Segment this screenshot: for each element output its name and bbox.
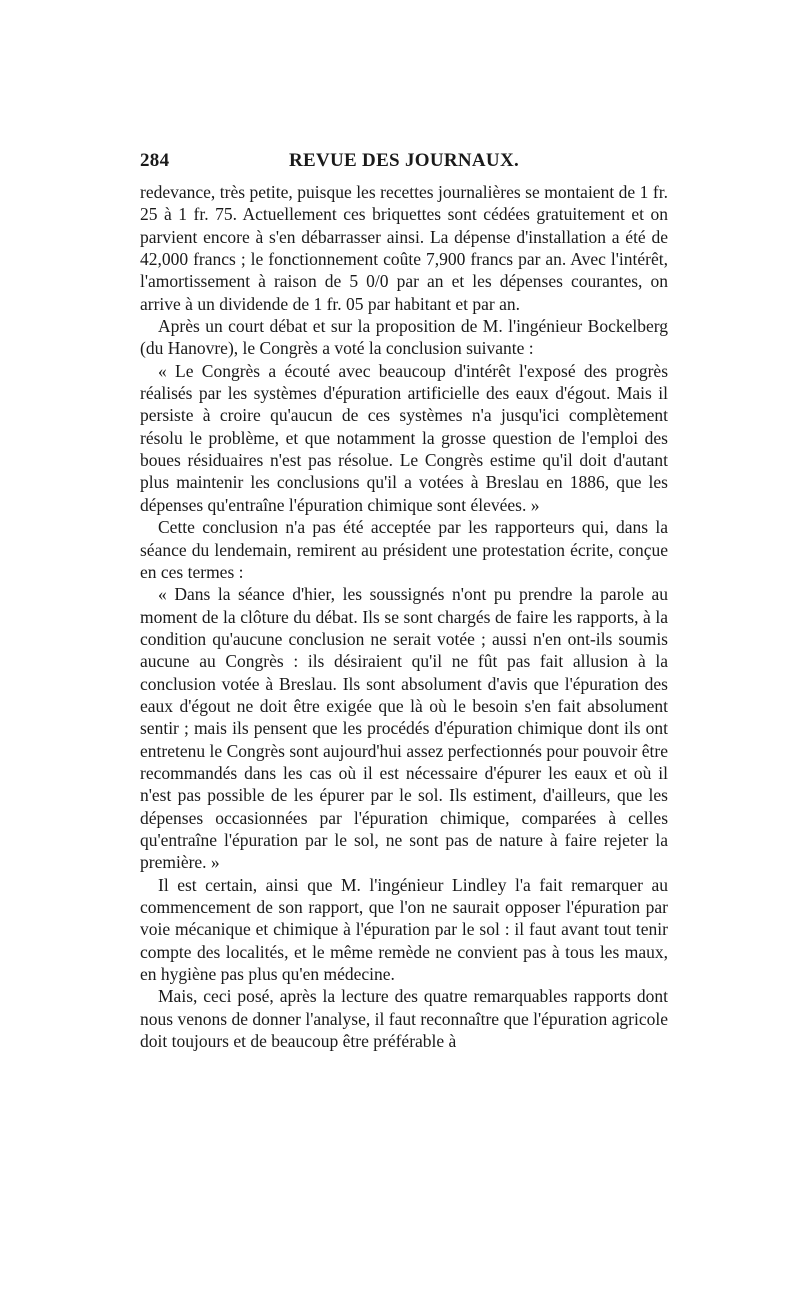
- page-number: 284: [140, 150, 170, 171]
- body-text: [140, 181, 668, 1052]
- page-header: [140, 150, 668, 178]
- quoted-protest: « Dans la séance d'hier, les soussignés n'ont pu prendre la parole au moment de la clôture du débat. Ils se sont chargés de faire les rapports, à la condition qu'aucune conclusion ne serait votée ; aussi n'en ont-ils soumis aucune au Congrès : ils désiraient qu'il ne fût pas fait allusion à la conclusion votée à Breslau. Ils sont absolument d'avis que l'épuration des eaux d'égout ne doit être exigée que là où le besoin s'en fait absolument sentir ; mais ils pensent que les procédés d'épuration chimique dont ils ont entretenu le Congrès sont aujourd'hui assez perfectionnés pour pouvoir être recommandés dans les cas où il est nécessaire d'épurer les eaux et où il n'est pas possible de les épurer par le sol. Ils estiment, d'ailleurs, que les dépenses occasionnées par l'épuration chimique, comparées à celles qu'entraîne l'épuration par le sol, ne sont pas de nature à faire rejeter la première. »: [140, 584, 668, 873]
- paragraph: Il est certain, ainsi que M. l'ingénieur Lindley l'a fait remarquer au commencement de son rapport, que l'on ne saurait opposer l'épuration par voie mécanique et chimique à l'épuration par le sol : il faut avant tout tenir compte des localités, et le même remède ne convient pas à tous les maux, en hygiène pas plus qu'en médecine.: [140, 874, 668, 985]
- paragraph: Mais, ceci posé, après la lecture des quatre remarquables rapports dont nous venons de donner l'analyse, il faut reconnaître que l'épuration agricole doit toujours et de beaucoup être préférable à: [140, 986, 668, 1052]
- paragraph: redevance, très petite, puisque les recettes journalières se montaient de 1 fr. 25 à 1 fr. 75. Actuellement ces briquettes sont cédées gratuitement et on parvient encore à s'en débarrasser ainsi. La dépense d'installation a été de 42,000 francs ; le fonctionnement coûte 7,900 francs par an. Avec l'intérêt, l'amortissement à raison de 5 0/0 par an et les dépenses courantes, on arrive à un dividende de 1 fr. 05 par habitant et par an.: [140, 182, 668, 314]
- paragraph: Cette conclusion n'a pas été acceptée par les rapporteurs qui, dans la séance du lendemain, remirent au président une protestation écrite, conçue en ces termes :: [140, 517, 668, 582]
- paragraph: Après un court débat et sur la proposition de M. l'ingénieur Bockelberg (du Hanovre), le Congrès a voté la conclusion suivante :: [140, 316, 668, 359]
- quoted-conclusion: « Le Congrès a écouté avec beaucoup d'intérêt l'exposé des progrès réalisés par les systèmes d'épuration artificielle des eaux d'égout. Mais il persiste à croire qu'aucun de ces systèmes n'a jusqu'ici complètement résolu le problème, et que notamment la grosse question de l'emploi des boues résiduaires n'est pas résolue. Le Congrès estime qu'il doit d'autant plus maintenir les conclusions qu'il a votées à Breslau en 1886, que les dépenses qu'entraîne l'épuration chimique sont élevées. »: [140, 360, 668, 515]
- running-title: REVUE DES JOURNAUX.: [288, 150, 520, 171]
